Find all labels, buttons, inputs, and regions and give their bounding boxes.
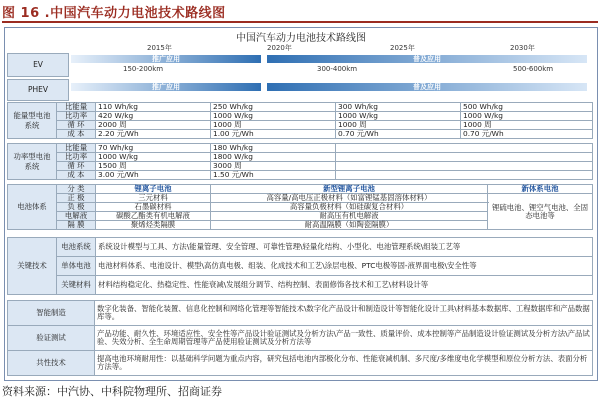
system-key: 负 极 — [57, 203, 96, 212]
energy-cell: 0.70 元/Wh — [336, 130, 461, 139]
system-class: 新体系电池 — [488, 185, 593, 194]
system-cell: 耐高压有机电解液 — [211, 212, 488, 221]
new-system-desc: 锂硫电池、锂空气电池、全固态电池等 — [488, 194, 593, 230]
power-key: 比能量 — [57, 144, 96, 153]
testing-key: 验证测试 — [8, 326, 95, 351]
table-row — [8, 144, 593, 153]
system-class: 锂离子电池 — [96, 185, 211, 194]
table-row — [8, 103, 593, 112]
table-row — [8, 351, 593, 376]
ev-range-1: 150-200km — [123, 65, 164, 73]
energy-cell: 2.20 元/Wh — [96, 130, 211, 139]
power-key: 成 本 — [57, 171, 96, 180]
energy-cell: 420 W/kg — [96, 112, 211, 121]
manufacturing-cell: 数字化装备、智能化装置、信息化控制和网络化管理等智能技术\数字化产品设计和制造设计等智能化设计工具\材料基本数据库、工程数据库和产品数据库等。 — [95, 301, 593, 326]
table-row — [8, 130, 593, 139]
common-key: 共性技术 — [8, 351, 95, 376]
energy-cell: 300 Wh/kg — [336, 103, 461, 112]
phev-label: PHEV — [7, 79, 69, 101]
power-cell: 180 Wh/kg — [211, 144, 336, 153]
power-empty — [336, 144, 593, 153]
year-2020: 2020年 — [267, 44, 292, 52]
energy-cell: 1000 W/kg — [211, 112, 336, 121]
power-cell: 3.00 元/Wh — [96, 171, 211, 180]
system-key: 分 类 — [57, 185, 96, 194]
system-key: 电解液 — [57, 212, 96, 221]
ev-common-label: 普及应用 — [413, 55, 441, 63]
phev-common-bar — [267, 83, 587, 91]
power-empty — [336, 171, 593, 180]
power-empty — [336, 162, 593, 171]
key-tech-key: 单体电池 — [57, 257, 96, 276]
energy-cell: 1000 周 — [211, 121, 336, 130]
year-2025: 2025年 — [390, 44, 415, 52]
energy-category: 能量型电池系统 — [8, 103, 57, 139]
energy-key: 成 本 — [57, 130, 96, 139]
power-table — [7, 143, 593, 180]
chart-title: 中国汽车动力电池技术路线图 — [236, 33, 366, 44]
year-2015: 2015年 — [147, 44, 172, 52]
energy-cell: 250 Wh/kg — [211, 103, 336, 112]
table-row — [8, 238, 593, 257]
roadmap-frame — [4, 27, 598, 381]
system-table — [7, 184, 593, 230]
key-tech-cell: 系统设计模型与工具、方法\能量管理、安全管理、可靠性管理\轻量化结构、小型化、电池管理系统\组装工艺等 — [96, 238, 593, 257]
support-table — [7, 300, 593, 376]
system-cell: 高容量/高电压正极材料（如富锂锰基固溶体材料） — [211, 194, 488, 203]
power-cell: 3000 周 — [211, 162, 336, 171]
key-tech-cell: 材料结构稳定化、热稳定性、性能衰减\发展组分调节、结构控制、表面修饰各技术和工艺\材料设计等 — [96, 276, 593, 295]
phev-common-label: 普及应用 — [413, 83, 441, 91]
table-row — [8, 171, 593, 180]
energy-cell: 1000 W/kg — [336, 112, 461, 121]
power-cell: 1.50 元/Wh — [211, 171, 336, 180]
ev-promote-bar — [71, 55, 261, 63]
common-cell: 提高电池环境耐用性：以基础科学问题为重点内容，研究包括电池内部极化分布、性能衰减机制、多尺度/多维度电化学模型和原位分析方法、表面分析方法等。 — [95, 351, 593, 376]
power-key: 循 环 — [57, 162, 96, 171]
ev-range-2: 300-400km — [317, 65, 358, 73]
key-tech-cell: 电池材料体系、电池设计、模型\高仿真电极、组装、化成技术和工艺\涂层电极、PTC电极等固-液界面电极\安全性等 — [96, 257, 593, 276]
system-class: 新型锂离子电池 — [211, 185, 488, 194]
power-key: 比功率 — [57, 153, 96, 162]
energy-cell: 110 Wh/kg — [96, 103, 211, 112]
energy-cell: 1000 周 — [461, 121, 593, 130]
power-empty — [336, 153, 593, 162]
energy-cell: 1.00 元/Wh — [211, 130, 336, 139]
system-cell: 聚烯烃类隔膜 — [96, 221, 211, 230]
table-row — [8, 121, 593, 130]
power-cell: 1000 W/kg — [96, 153, 211, 162]
manufacturing-key: 智能制造 — [8, 301, 95, 326]
energy-key: 比能量 — [57, 103, 96, 112]
power-cell: 1800 W/kg — [211, 153, 336, 162]
ev-label: EV — [7, 53, 69, 77]
figure-title: 图 16 .中国汽车动力电池技术路线图 — [2, 6, 226, 21]
key-tech-table — [7, 237, 593, 295]
energy-cell: 1000 周 — [336, 121, 461, 130]
power-category: 功率型电池系统 — [8, 144, 57, 180]
table-row — [8, 162, 593, 171]
testing-cell: 产品功能、耐久性、环境适应性、安全性等产品设计验证测试及分析方法\产品一致性、质量评价、成本控制等产品制造设计验证测试及分析方法\产品试验、失效分析、全生命周期管理等产品使用验证测试及分析方法等 — [95, 326, 593, 351]
system-cell: 三元材料 — [96, 194, 211, 203]
source-note: 资料来源：中汽协、中科院物理所、招商证券 — [2, 385, 222, 398]
phev-promote-bar — [71, 83, 261, 91]
table-row — [8, 276, 593, 295]
energy-cell: 2000 周 — [96, 121, 211, 130]
energy-table — [7, 102, 593, 139]
ev-common-bar — [267, 55, 587, 63]
table-row — [8, 301, 593, 326]
system-cell: 高容量负极材料（如硅碳复合材料） — [211, 203, 488, 212]
table-row — [8, 257, 593, 276]
title-rule — [2, 21, 598, 23]
energy-key: 循 环 — [57, 121, 96, 130]
energy-cell: 1000 W/kg — [461, 112, 593, 121]
ev-promote-label: 推广应用 — [152, 55, 180, 63]
system-category: 电池体系 — [8, 185, 57, 230]
power-cell: 1500 周 — [96, 162, 211, 171]
phev-promote-label: 推广应用 — [152, 83, 180, 91]
key-tech-category: 关键技术 — [8, 238, 57, 295]
table-row — [8, 112, 593, 121]
system-key: 正 极 — [57, 194, 96, 203]
table-row — [8, 153, 593, 162]
year-2030: 2030年 — [510, 44, 535, 52]
system-cell: 耐高温隔膜（如陶瓷隔膜） — [211, 221, 488, 230]
energy-cell: 0.70 元/Wh — [461, 130, 593, 139]
table-row — [8, 326, 593, 351]
power-cell: 70 Wh/kg — [96, 144, 211, 153]
key-tech-key: 关键材料 — [57, 276, 96, 295]
system-key: 隔 膜 — [57, 221, 96, 230]
energy-key: 比功率 — [57, 112, 96, 121]
energy-cell: 500 Wh/kg — [461, 103, 593, 112]
system-cell: 石墨碳材料 — [96, 203, 211, 212]
ev-range-3: 500-600km — [513, 65, 554, 73]
key-tech-key: 电池系统 — [57, 238, 96, 257]
system-cell: 碳酸乙酯类有机电解液 — [96, 212, 211, 221]
